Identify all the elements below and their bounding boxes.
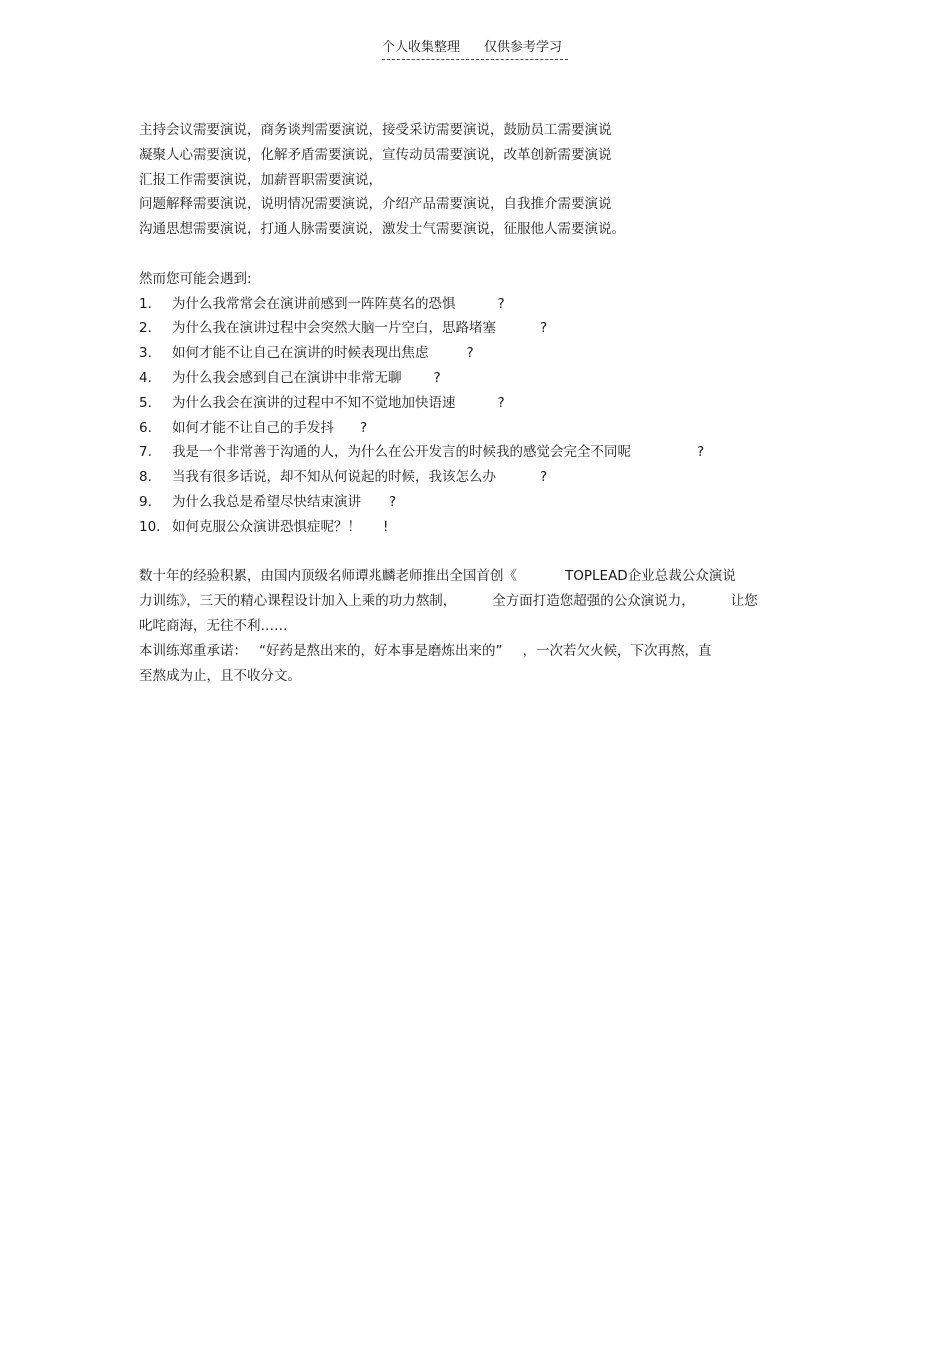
item-mark: ? (497, 295, 505, 312)
closing-line: 至熬成为止，且不收分文。 (139, 667, 301, 684)
list-item (139, 465, 819, 490)
item-number: 6. (139, 419, 152, 436)
list-item (139, 292, 819, 317)
document-body (139, 118, 819, 688)
intro-line: 沟通思想需要演说，打通人脉需要演说，激发士气需要演说，征服他人需要演说。 (139, 221, 625, 238)
item-mark: ? (697, 444, 705, 461)
item-mark: ? (497, 394, 505, 411)
intro-line: 凝聚人心需要演说，化解矛盾需要演说，宣传动员需要演说，改革创新需要演说 (139, 146, 612, 163)
list-item (139, 515, 819, 540)
promise-quote: “好药是熬出来的，好本事是磨炼出来的” (259, 642, 503, 659)
item-text: 我是一个非常善于沟通的人，为什么在公开发言的时候我的感觉会完全不同呢 (172, 444, 631, 461)
item-text: 为什么我会在演讲的过程中不知不觉地加快语速 (172, 394, 456, 411)
item-text: 如何克服公众演讲恐惧症呢？！ (172, 518, 361, 535)
item-number: 8. (139, 469, 152, 486)
list-item (139, 391, 819, 416)
intro-line: 问题解释需要演说，说明情况需要演说，介绍产品需要演说，自我推介需要演说 (139, 196, 612, 213)
list-item (139, 341, 819, 366)
item-text: 如何才能不让自己的手发抖 (172, 419, 334, 436)
item-number: 7. (139, 444, 152, 461)
list-item (139, 316, 819, 341)
header-right-text: 仅供参考学习 (484, 40, 563, 55)
item-number: 3. (139, 345, 152, 362)
list-heading: 然而您可能会遇到: (139, 270, 252, 287)
item-text: 为什么我会感到自己在演讲中非常无聊 (172, 369, 402, 386)
course-name: TOPLEAD企业总裁公众演说 (565, 568, 736, 585)
closing-text: 力训练》，三天的精心课程设计加入上乘的功力熬制， (139, 593, 457, 610)
item-number: 4. (139, 369, 152, 386)
item-mark: ? (360, 419, 368, 436)
closing-text: 本训练郑重承诺： (139, 642, 247, 659)
item-number: 9. (139, 493, 152, 510)
list-item (139, 416, 819, 441)
item-text: 为什么我常常会在演讲前感到一阵阵莫名的恐惧 (172, 295, 456, 312)
closing-paragraph (139, 564, 819, 688)
item-text: 如何才能不让自己在演讲的时候表现出焦虑 (172, 345, 429, 362)
item-number: 10. (139, 518, 161, 535)
question-list (139, 292, 819, 540)
list-item (139, 440, 819, 465)
item-number: 2. (139, 320, 152, 337)
closing-text: 全方面打造您超强的公众演说力， (492, 593, 695, 610)
closing-line (139, 639, 819, 664)
closing-text: 让您 (730, 593, 758, 610)
item-number: 1. (139, 295, 152, 312)
item-mark: ? (540, 469, 548, 486)
intro-paragraph (139, 118, 819, 242)
intro-line: 主持会议需要演说，商务谈判需要演说，接受采访需要演说，鼓励员工需要演说 (139, 122, 612, 138)
item-text: 为什么我在演讲过程中会突然大脑一片空白，思路堵塞 (172, 320, 496, 337)
list-item (139, 366, 819, 391)
page-header (382, 40, 568, 60)
closing-text: 数十年的经验积累，由国内顶级名师谭兆麟老师推出全国首创《 (139, 568, 517, 585)
closing-line (139, 589, 819, 614)
item-mark: ? (540, 320, 548, 337)
item-mark: ! (383, 518, 389, 535)
closing-line: 叱咤商海，无往不利…… (139, 617, 288, 634)
item-mark: ? (433, 369, 441, 386)
closing-text: ，一次若欠火候，下次再熬，直 (522, 642, 712, 659)
item-text: 为什么我总是希望尽快结束演讲 (172, 493, 361, 510)
list-item (139, 490, 819, 515)
closing-line (139, 564, 819, 589)
item-text: 当我有很多话说，却不知从何说起的时候，我该怎么办 (172, 469, 496, 486)
intro-line: 汇报工作需要演说，加薪晋职需要演说， (139, 171, 382, 188)
header-left-text: 个人收集整理 (382, 40, 461, 55)
item-mark: ? (389, 493, 397, 510)
item-mark: ? (466, 345, 474, 362)
item-number: 5. (139, 394, 152, 411)
